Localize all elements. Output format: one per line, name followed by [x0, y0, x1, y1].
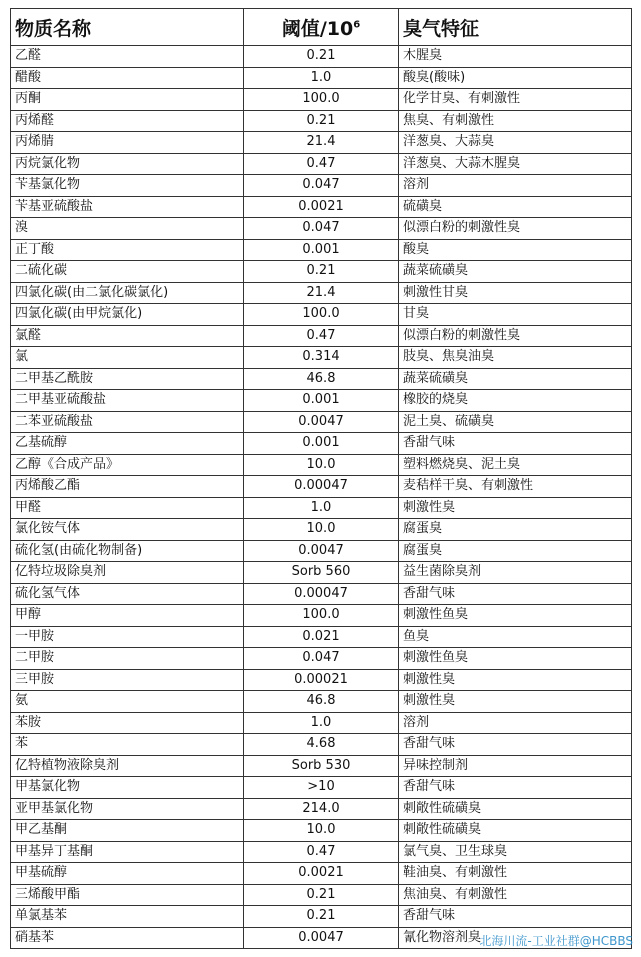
table-row [11, 755, 632, 777]
cell-threshold: 0.00047 [244, 476, 399, 498]
table-row [11, 304, 632, 326]
cell-threshold: 0.21 [244, 110, 399, 132]
cell-odor-characteristic: 刺敞性硫磺臭 [399, 798, 632, 820]
cell-threshold: 214.0 [244, 798, 399, 820]
cell-threshold: 0.00021 [244, 669, 399, 691]
table-row [11, 153, 632, 175]
cell-odor-characteristic: 腐蛋臭 [399, 519, 632, 541]
cell-odor-characteristic: 木腥臭 [399, 46, 632, 68]
cell-threshold: 0.001 [244, 239, 399, 261]
cell-threshold: 46.8 [244, 691, 399, 713]
cell-threshold: 0.00047 [244, 583, 399, 605]
table-row [11, 734, 632, 756]
cell-odor-characteristic: 氯气臭、卫生球臭 [399, 841, 632, 863]
cell-threshold: 0.0021 [244, 196, 399, 218]
cell-substance-name: 亿特垃圾除臭剂 [11, 562, 244, 584]
cell-odor-characteristic: 甘臭 [399, 304, 632, 326]
table-row [11, 562, 632, 584]
cell-odor-characteristic: 似漂白粉的刺激性臭 [399, 218, 632, 240]
cell-odor-characteristic: 肢臭、焦臭油臭 [399, 347, 632, 369]
table-row [11, 261, 632, 283]
cell-substance-name: 二甲基亚硫酸盐 [11, 390, 244, 412]
cell-threshold: 10.0 [244, 519, 399, 541]
cell-substance-name: 苄基亚硫酸盐 [11, 196, 244, 218]
cell-substance-name: 丙烯醛 [11, 110, 244, 132]
odor-threshold-table [10, 8, 632, 949]
cell-threshold: 46.8 [244, 368, 399, 390]
table-row [11, 841, 632, 863]
cell-odor-characteristic: 腐蛋臭 [399, 540, 632, 562]
table-row [11, 175, 632, 197]
cell-threshold: Sorb 560 [244, 562, 399, 584]
cell-threshold: 100.0 [244, 605, 399, 627]
table-row [11, 798, 632, 820]
table-row [11, 906, 632, 928]
table-row [11, 540, 632, 562]
table-row [11, 691, 632, 713]
cell-odor-characteristic: 鞋油臭、有刺激性 [399, 863, 632, 885]
cell-threshold: 0.001 [244, 433, 399, 455]
cell-odor-characteristic: 蔬菜硫磺臭 [399, 261, 632, 283]
cell-odor-characteristic: 蔬菜硫磺臭 [399, 368, 632, 390]
cell-substance-name: 甲乙基酮 [11, 820, 244, 842]
cell-substance-name: 醋酸 [11, 67, 244, 89]
cell-odor-characteristic: 酸臭(酸味) [399, 67, 632, 89]
table-row [11, 46, 632, 68]
cell-threshold: 21.4 [244, 132, 399, 154]
cell-substance-name: 甲基异丁基酮 [11, 841, 244, 863]
table-body [11, 46, 632, 949]
cell-substance-name: 甲基氯化物 [11, 777, 244, 799]
cell-substance-name: 苄基氯化物 [11, 175, 244, 197]
watermark-text: 北海川流-工业社群@HCBBS [479, 934, 633, 948]
cell-threshold: 0.0047 [244, 927, 399, 949]
cell-threshold: 100.0 [244, 304, 399, 326]
cell-substance-name: 甲醇 [11, 605, 244, 627]
cell-odor-characteristic: 溶剂 [399, 175, 632, 197]
cell-odor-characteristic: 酸臭 [399, 239, 632, 261]
table-row [11, 476, 632, 498]
table-row [11, 820, 632, 842]
table-row [11, 282, 632, 304]
cell-threshold: 0.21 [244, 906, 399, 928]
cell-threshold: 4.68 [244, 734, 399, 756]
cell-threshold: 1.0 [244, 67, 399, 89]
cell-odor-characteristic: 洋葱臭、大蒜木腥臭 [399, 153, 632, 175]
cell-substance-name: 丙烯腈 [11, 132, 244, 154]
table-header-row [11, 9, 632, 46]
cell-threshold: 0.047 [244, 175, 399, 197]
cell-substance-name: 丙烷氯化物 [11, 153, 244, 175]
table-row [11, 497, 632, 519]
table-row [11, 433, 632, 455]
cell-odor-characteristic: 氰化物溶剂臭 [399, 927, 632, 949]
cell-threshold: 0.001 [244, 390, 399, 412]
cell-odor-characteristic: 焦臭、有刺激性 [399, 110, 632, 132]
cell-substance-name: 氯 [11, 347, 244, 369]
cell-odor-characteristic: 焦油臭、有刺激性 [399, 884, 632, 906]
cell-threshold: 0.0047 [244, 411, 399, 433]
cell-substance-name: 苯 [11, 734, 244, 756]
header-threshold [244, 9, 399, 46]
cell-threshold: 10.0 [244, 820, 399, 842]
cell-substance-name: 甲基硫醇 [11, 863, 244, 885]
cell-substance-name: 三烯酸甲酯 [11, 884, 244, 906]
cell-odor-characteristic: 益生菌除臭剂 [399, 562, 632, 584]
cell-substance-name: 乙醇《合成产品》 [11, 454, 244, 476]
cell-threshold: 0.21 [244, 884, 399, 906]
cell-substance-name: 二硫化碳 [11, 261, 244, 283]
cell-odor-characteristic: 塑料燃烧臭、泥土臭 [399, 454, 632, 476]
cell-substance-name: 亿特植物液除臭剂 [11, 755, 244, 777]
cell-threshold: 1.0 [244, 712, 399, 734]
cell-substance-name: 氯化铵气体 [11, 519, 244, 541]
header-odor-characteristic: 臭气特征 [399, 9, 632, 46]
table-row [11, 67, 632, 89]
cell-odor-characteristic: 香甜气味 [399, 433, 632, 455]
cell-threshold: 0.0047 [244, 540, 399, 562]
cell-odor-characteristic: 刺激性甘臭 [399, 282, 632, 304]
cell-odor-characteristic: 似漂白粉的刺激性臭 [399, 325, 632, 347]
cell-substance-name: 氯醛 [11, 325, 244, 347]
cell-substance-name: 硫化氢(由硫化物制备) [11, 540, 244, 562]
table-row [11, 239, 632, 261]
table-row [11, 390, 632, 412]
table-row [11, 626, 632, 648]
cell-substance-name: 一甲胺 [11, 626, 244, 648]
cell-odor-characteristic: 化学甘臭、有刺激性 [399, 89, 632, 111]
cell-threshold: 0.21 [244, 46, 399, 68]
cell-odor-characteristic: 刺激性鱼臭 [399, 605, 632, 627]
cell-threshold: >10 [244, 777, 399, 799]
cell-substance-name: 硫化氢气体 [11, 583, 244, 605]
table-row [11, 368, 632, 390]
cell-odor-characteristic: 异味控制剂 [399, 755, 632, 777]
cell-threshold: 0.047 [244, 218, 399, 240]
cell-threshold: 0.47 [244, 841, 399, 863]
cell-odor-characteristic: 刺激性鱼臭 [399, 648, 632, 670]
cell-threshold: 0.21 [244, 261, 399, 283]
cell-odor-characteristic: 鱼臭 [399, 626, 632, 648]
table-row [11, 712, 632, 734]
cell-threshold: 21.4 [244, 282, 399, 304]
table-row [11, 648, 632, 670]
cell-substance-name: 硝基苯 [11, 927, 244, 949]
cell-odor-characteristic: 香甜气味 [399, 777, 632, 799]
cell-odor-characteristic: 泥土臭、硫磺臭 [399, 411, 632, 433]
cell-substance-name: 溴 [11, 218, 244, 240]
table-row [11, 89, 632, 111]
cell-threshold: 10.0 [244, 454, 399, 476]
header-substance-name: 物质名称 [11, 9, 244, 46]
cell-substance-name: 二甲胺 [11, 648, 244, 670]
cell-threshold: 1.0 [244, 497, 399, 519]
table-row [11, 325, 632, 347]
cell-substance-name: 丙烯酸乙酯 [11, 476, 244, 498]
table-row [11, 583, 632, 605]
cell-threshold: 0.47 [244, 153, 399, 175]
cell-substance-name: 正丁酸 [11, 239, 244, 261]
table-row [11, 884, 632, 906]
cell-odor-characteristic: 刺激性臭 [399, 497, 632, 519]
table-row [11, 669, 632, 691]
cell-threshold: 0.314 [244, 347, 399, 369]
table-row [11, 110, 632, 132]
cell-odor-characteristic: 香甜气味 [399, 734, 632, 756]
table-row [11, 863, 632, 885]
cell-odor-characteristic: 刺激性臭 [399, 669, 632, 691]
odor-threshold-table-container [10, 8, 631, 949]
cell-odor-characteristic: 溶剂 [399, 712, 632, 734]
cell-threshold: Sorb 530 [244, 755, 399, 777]
table-row [11, 777, 632, 799]
cell-substance-name: 四氯化碳(由甲烷氯化) [11, 304, 244, 326]
cell-odor-characteristic: 硫磺臭 [399, 196, 632, 218]
cell-odor-characteristic: 刺敞性硫磺臭 [399, 820, 632, 842]
cell-odor-characteristic: 洋葱臭、大蒜臭 [399, 132, 632, 154]
cell-substance-name: 甲醛 [11, 497, 244, 519]
table-row [11, 519, 632, 541]
cell-substance-name: 乙醛 [11, 46, 244, 68]
table-row [11, 196, 632, 218]
cell-odor-characteristic: 麦秸样干臭、有刺激性 [399, 476, 632, 498]
cell-substance-name: 氨 [11, 691, 244, 713]
cell-threshold: 0.047 [244, 648, 399, 670]
table-row [11, 218, 632, 240]
header-threshold-text: 阈值/10 [281, 17, 354, 40]
table-row [11, 605, 632, 627]
cell-odor-characteristic: 刺激性臭 [399, 691, 632, 713]
cell-threshold: 100.0 [244, 89, 399, 111]
cell-substance-name: 二苯亚硫酸盐 [11, 411, 244, 433]
cell-odor-characteristic: 橡胶的烧臭 [399, 390, 632, 412]
cell-substance-name: 三甲胺 [11, 669, 244, 691]
table-row [11, 132, 632, 154]
cell-odor-characteristic: 香甜气味 [399, 906, 632, 928]
cell-substance-name: 单氯基苯 [11, 906, 244, 928]
cell-substance-name: 四氯化碳(由二氯化碳氯化) [11, 282, 244, 304]
header-threshold-exponent: 6 [353, 19, 361, 31]
cell-threshold: 0.0021 [244, 863, 399, 885]
cell-threshold: 0.47 [244, 325, 399, 347]
cell-substance-name: 二甲基乙酰胺 [11, 368, 244, 390]
cell-substance-name: 丙酮 [11, 89, 244, 111]
cell-odor-characteristic: 香甜气味 [399, 583, 632, 605]
cell-threshold: 0.021 [244, 626, 399, 648]
table-row [11, 347, 632, 369]
cell-substance-name: 乙基硫醇 [11, 433, 244, 455]
cell-substance-name: 苯胺 [11, 712, 244, 734]
table-row [11, 411, 632, 433]
table-row [11, 454, 632, 476]
cell-substance-name: 亚甲基氯化物 [11, 798, 244, 820]
